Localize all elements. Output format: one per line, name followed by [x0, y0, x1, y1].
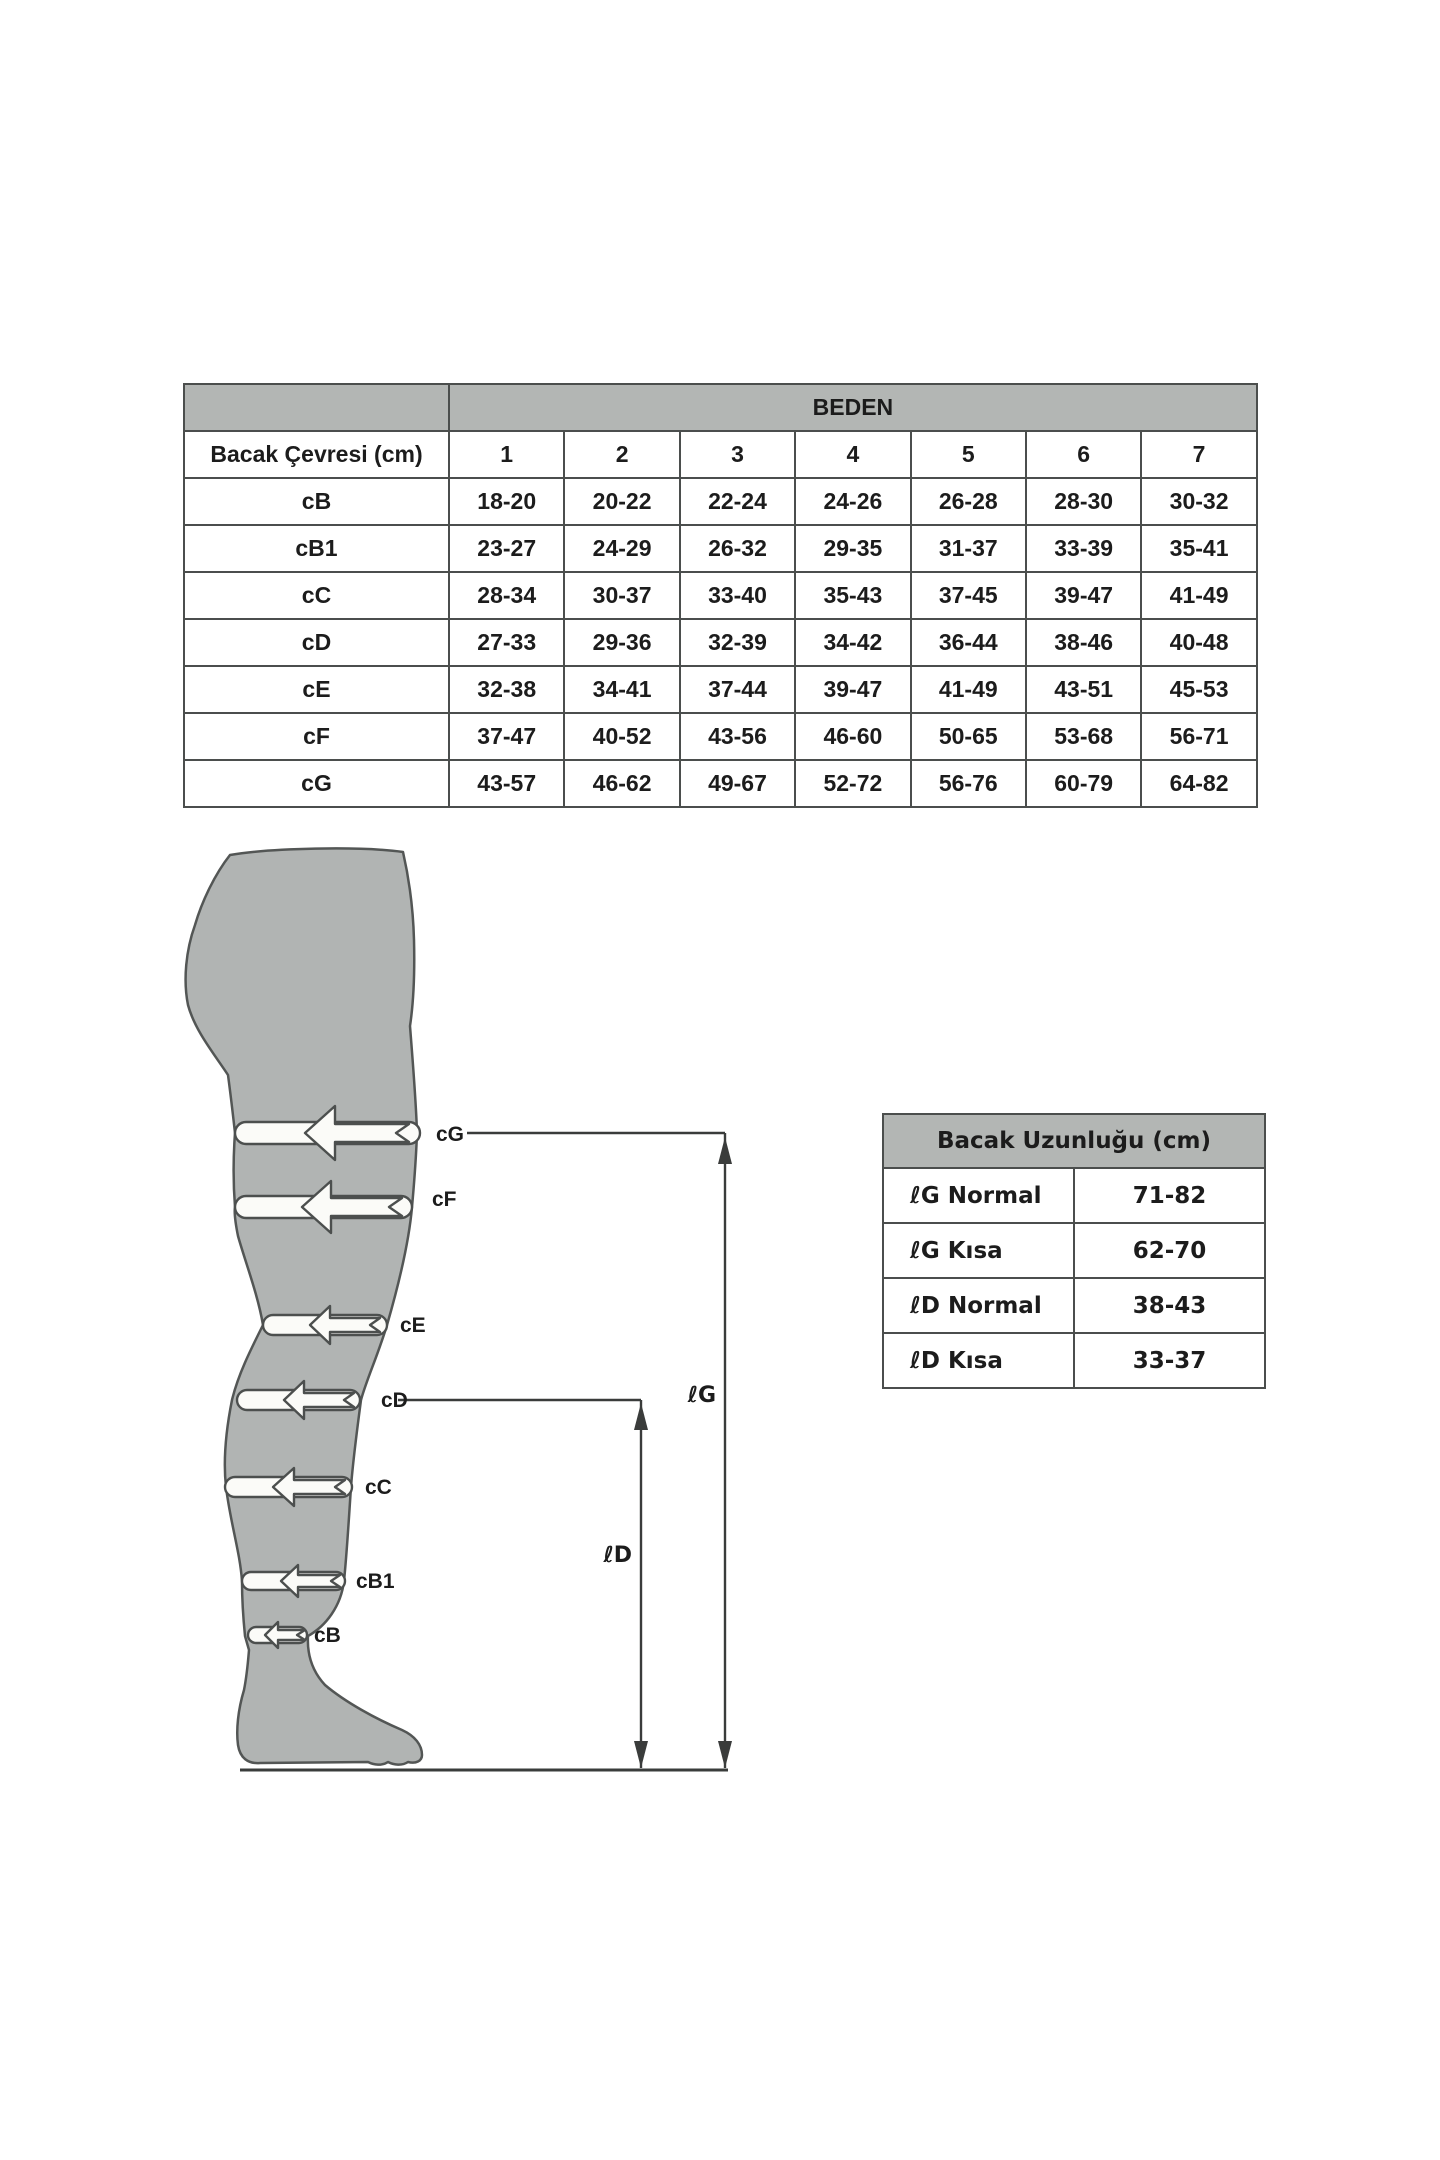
band-label-cC: cC [365, 1476, 392, 1499]
size-table [183, 383, 1258, 808]
cell: 35-43 [795, 572, 910, 619]
cell: 49-67 [680, 760, 795, 807]
row-header-label: Bacak Çevresi (cm) [184, 431, 449, 478]
cell: 26-32 [680, 525, 795, 572]
row-label: cE [184, 666, 449, 713]
cell: 52-72 [795, 760, 910, 807]
size-table-beden-header: BEDEN [449, 384, 1257, 431]
cell: 30-32 [1141, 478, 1256, 525]
size-col-4: 4 [795, 431, 910, 478]
ld-arrowhead-down [634, 1741, 648, 1768]
cell: 24-26 [795, 478, 910, 525]
cell: 56-76 [911, 760, 1026, 807]
cell: 60-79 [1026, 760, 1141, 807]
cell: 37-45 [911, 572, 1026, 619]
cell: 39-47 [795, 666, 910, 713]
size-row-cD [184, 619, 1257, 666]
cell: 24-29 [564, 525, 679, 572]
cell: 38-46 [1026, 619, 1141, 666]
length-value: 38-43 [1074, 1278, 1265, 1333]
size-col-5: 5 [911, 431, 1026, 478]
length-label: ℓD Kısa [883, 1333, 1074, 1388]
cell: 34-41 [564, 666, 679, 713]
row-label: cC [184, 572, 449, 619]
cell: 37-44 [680, 666, 795, 713]
size-col-6: 6 [1026, 431, 1141, 478]
cell: 30-37 [564, 572, 679, 619]
cell: 34-42 [795, 619, 910, 666]
cell: 45-53 [1141, 666, 1256, 713]
cell: 33-39 [1026, 525, 1141, 572]
band-label-cD: cD [381, 1389, 408, 1412]
lg-arrowhead-down [718, 1741, 732, 1768]
row-label: cB [184, 478, 449, 525]
leg-length-header: Bacak Uzunluğu (cm) [883, 1114, 1265, 1168]
cell: 31-37 [911, 525, 1026, 572]
lg-arrowhead-up [718, 1137, 732, 1164]
size-row-cF [184, 713, 1257, 760]
cell: 39-47 [1026, 572, 1141, 619]
band-cB [248, 1622, 307, 1648]
band-label-cG: cG [436, 1123, 465, 1146]
ld-arrowhead-up [634, 1403, 648, 1430]
size-row-cB1 [184, 525, 1257, 572]
cell: 53-68 [1026, 713, 1141, 760]
size-row-cC [184, 572, 1257, 619]
cell: 23-27 [449, 525, 564, 572]
length-label: ℓG Normal [883, 1168, 1074, 1223]
row-label: cB1 [184, 525, 449, 572]
size-col-3: 3 [680, 431, 795, 478]
leg-length-table [882, 1113, 1266, 1389]
band-label-cF: cF [432, 1188, 457, 1211]
row-label: cF [184, 713, 449, 760]
length-label: ℓD Normal [883, 1278, 1074, 1333]
cell: 43-51 [1026, 666, 1141, 713]
cell: 40-52 [564, 713, 679, 760]
size-col-1: 1 [449, 431, 564, 478]
cell: 33-40 [680, 572, 795, 619]
size-col-7: 7 [1141, 431, 1256, 478]
length-value: 33-37 [1074, 1333, 1265, 1388]
row-label: cG [184, 760, 449, 807]
length-value: 71-82 [1074, 1168, 1265, 1223]
cell: 26-28 [911, 478, 1026, 525]
cell: 64-82 [1141, 760, 1256, 807]
band-label-cB: cB [314, 1624, 341, 1647]
cell: 46-62 [564, 760, 679, 807]
dimension-label-lg: ℓG [687, 1383, 716, 1408]
band-label-cB1: cB1 [356, 1570, 395, 1593]
size-table-corner-cell [184, 384, 449, 431]
length-label: ℓG Kısa [883, 1223, 1074, 1278]
leg-measurement-diagram [150, 840, 790, 1790]
cell: 50-65 [911, 713, 1026, 760]
size-table-beden-row [184, 384, 1257, 431]
size-col-2: 2 [564, 431, 679, 478]
cell: 32-39 [680, 619, 795, 666]
cell: 28-34 [449, 572, 564, 619]
cell: 20-22 [564, 478, 679, 525]
cell: 43-57 [449, 760, 564, 807]
cell: 36-44 [911, 619, 1026, 666]
length-row-lg-kisa [883, 1223, 1265, 1278]
size-row-cG [184, 760, 1257, 807]
cell: 43-56 [680, 713, 795, 760]
cell: 18-20 [449, 478, 564, 525]
cell: 35-41 [1141, 525, 1256, 572]
band-label-cE: cE [400, 1314, 426, 1337]
cell: 28-30 [1026, 478, 1141, 525]
length-row-ld-normal [883, 1278, 1265, 1333]
cell: 29-36 [564, 619, 679, 666]
cell: 41-49 [911, 666, 1026, 713]
cell: 37-47 [449, 713, 564, 760]
leg-length-header-row [883, 1114, 1265, 1168]
size-row-cE [184, 666, 1257, 713]
cell: 22-24 [680, 478, 795, 525]
length-value: 62-70 [1074, 1223, 1265, 1278]
cell: 56-71 [1141, 713, 1256, 760]
cell: 27-33 [449, 619, 564, 666]
cell: 32-38 [449, 666, 564, 713]
length-row-ld-kisa [883, 1333, 1265, 1388]
cell: 29-35 [795, 525, 910, 572]
dimension-label-ld: ℓD [603, 1543, 632, 1568]
length-row-lg-normal [883, 1168, 1265, 1223]
cell: 46-60 [795, 713, 910, 760]
cell: 41-49 [1141, 572, 1256, 619]
row-label: cD [184, 619, 449, 666]
size-table-column-header-row [184, 431, 1257, 478]
size-row-cB [184, 478, 1257, 525]
cell: 40-48 [1141, 619, 1256, 666]
